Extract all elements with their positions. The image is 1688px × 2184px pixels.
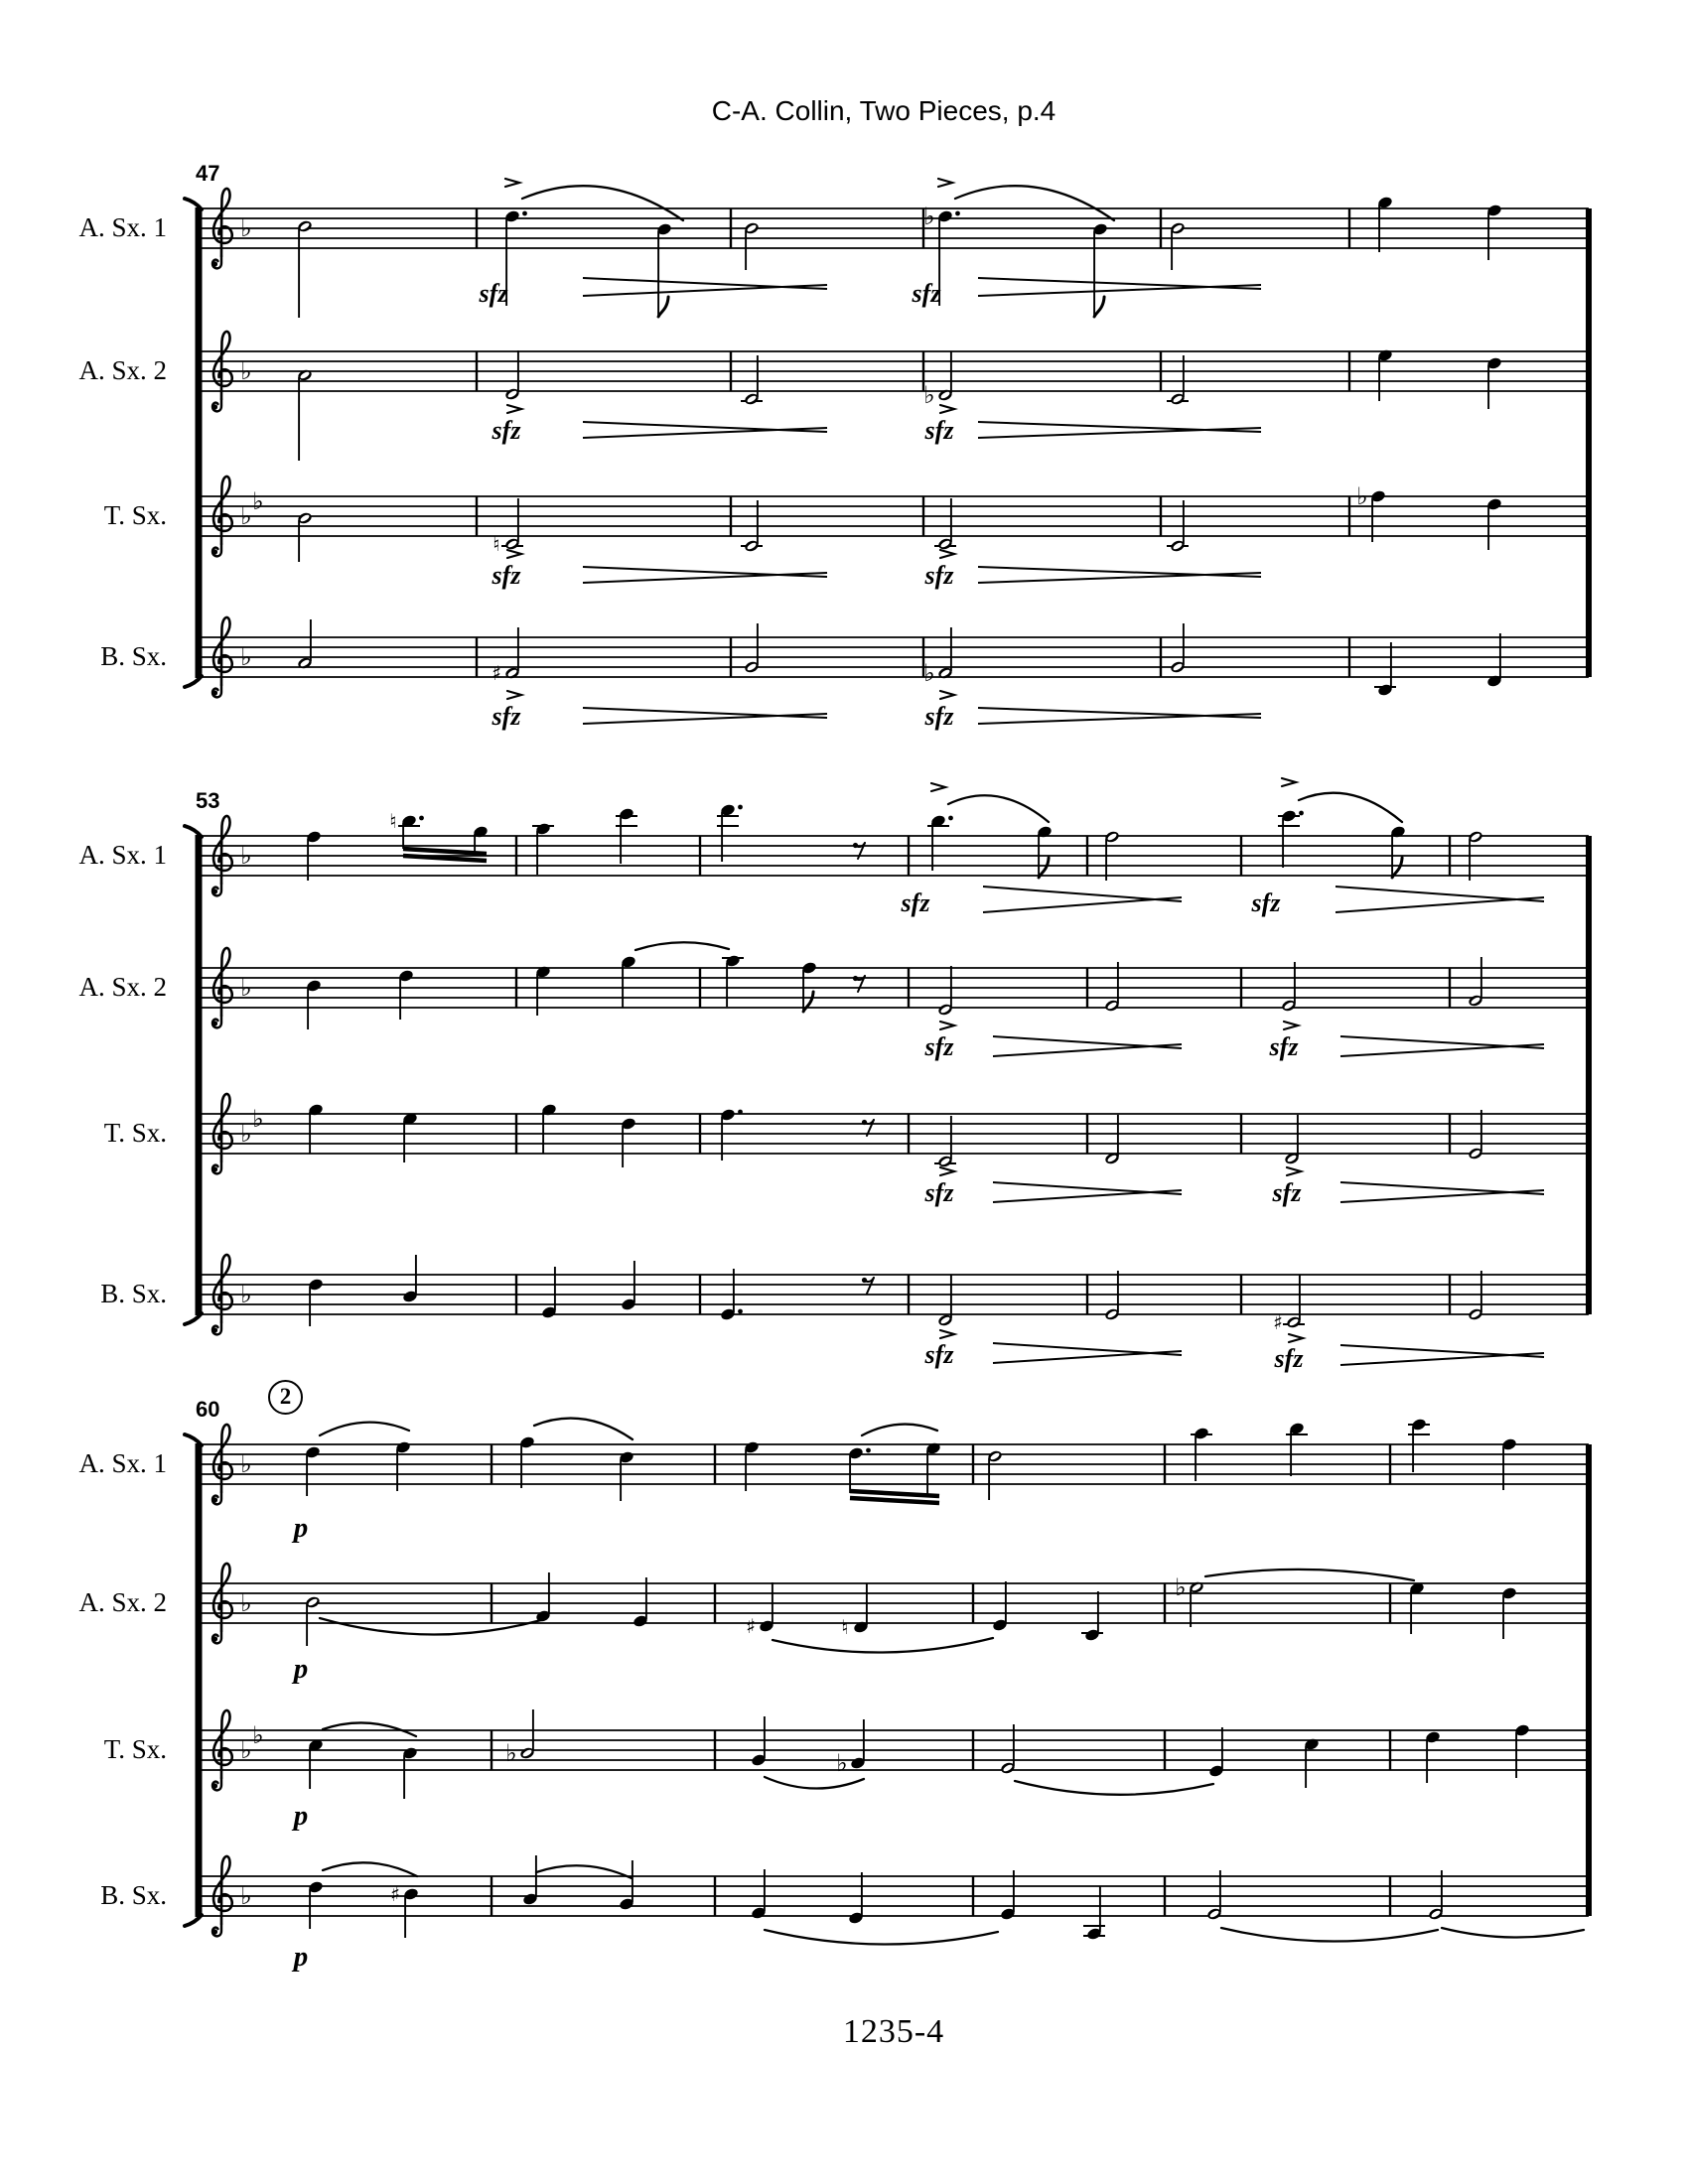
instrument-label: A. Sx. 2 [78, 1587, 167, 1617]
instrument-label: T. Sx. [103, 1734, 167, 1764]
measure-number: 60 [196, 1397, 220, 1422]
score-text: sfz [492, 416, 521, 445]
measure-number: 53 [196, 788, 220, 813]
accidental-n: ♮ [492, 532, 500, 556]
accidental-b: ♭ [240, 1589, 252, 1617]
instrument-label: A. Sx. 1 [78, 840, 167, 870]
instrument-label: B. Sx. [100, 1279, 167, 1308]
accidental-b: ♭ [252, 1721, 264, 1749]
score-text: sfz [479, 279, 508, 308]
instrument-label: A. Sx. 1 [78, 1448, 167, 1478]
score-text: sfz [1272, 1178, 1302, 1207]
instrument-label: T. Sx. [103, 500, 167, 530]
score-text: sfz [924, 1178, 954, 1207]
score-text: sfz [492, 702, 521, 731]
accidental-b: ♭ [240, 1281, 252, 1308]
accidental-n: ♮ [841, 1615, 849, 1639]
score-text: p [293, 1512, 309, 1544]
accidental-b: ♭ [240, 1882, 252, 1910]
accidental-b: ♭ [240, 1450, 252, 1478]
page-title: C-A. Collin, Two Pieces, p.4 [711, 95, 1056, 126]
accidental-#: ♯ [492, 661, 501, 685]
accidental-b: ♭ [836, 1749, 848, 1777]
score-text: sfz [912, 279, 941, 308]
score-text: sfz [924, 561, 954, 590]
instrument-label: A. Sx. 2 [78, 972, 167, 1002]
score-text: sfz [901, 888, 930, 917]
accidental-#: ♯ [390, 1882, 400, 1906]
score-text: p [293, 1800, 309, 1832]
instrument-label: B. Sx. [100, 641, 167, 671]
accidental-b: ♭ [1175, 1573, 1187, 1601]
accidental-#: ♯ [1273, 1310, 1283, 1334]
score-text: sfz [924, 1340, 954, 1369]
measure-number: 47 [196, 161, 220, 186]
accidental-b: ♭ [240, 643, 252, 671]
accidental-n: ♮ [389, 809, 397, 833]
accidental-b: ♭ [923, 381, 935, 409]
score-text: sfz [924, 702, 954, 731]
accidental-b: ♭ [505, 1739, 517, 1767]
score-text: p [293, 1653, 309, 1685]
accidental-b: ♭ [923, 203, 935, 230]
accidental-b: ♭ [240, 974, 252, 1002]
instrument-label: B. Sx. [100, 1880, 167, 1910]
instrument-label: A. Sx. 1 [78, 212, 167, 242]
instrument-label: A. Sx. 2 [78, 355, 167, 385]
score-text: sfz [1274, 1344, 1304, 1373]
score-text: sfz [492, 561, 521, 590]
score-text: sfz [1269, 1032, 1299, 1061]
score-text: p [293, 1941, 309, 1973]
accidental-b: ♭ [240, 214, 252, 242]
accidental-b: ♭ [1356, 482, 1368, 510]
score-text: sfz [1251, 888, 1281, 917]
accidental-b: ♭ [252, 1105, 264, 1133]
score-text: sfz [924, 1032, 954, 1061]
page-number: 1235-4 [842, 2013, 945, 2050]
accidental-#: ♯ [746, 1614, 756, 1638]
score-text: sfz [924, 416, 954, 445]
accidental-b: ♭ [240, 1736, 252, 1764]
accidental-b: ♭ [240, 842, 252, 870]
instrument-label: T. Sx. [103, 1118, 167, 1148]
accidental-b: ♭ [240, 357, 252, 385]
accidental-b: ♭ [240, 502, 252, 530]
accidental-b: ♭ [252, 487, 264, 515]
rehearsal-mark: 2 [268, 1380, 303, 1415]
accidental-b: ♭ [240, 1120, 252, 1148]
accidental-b: ♭ [923, 659, 935, 687]
